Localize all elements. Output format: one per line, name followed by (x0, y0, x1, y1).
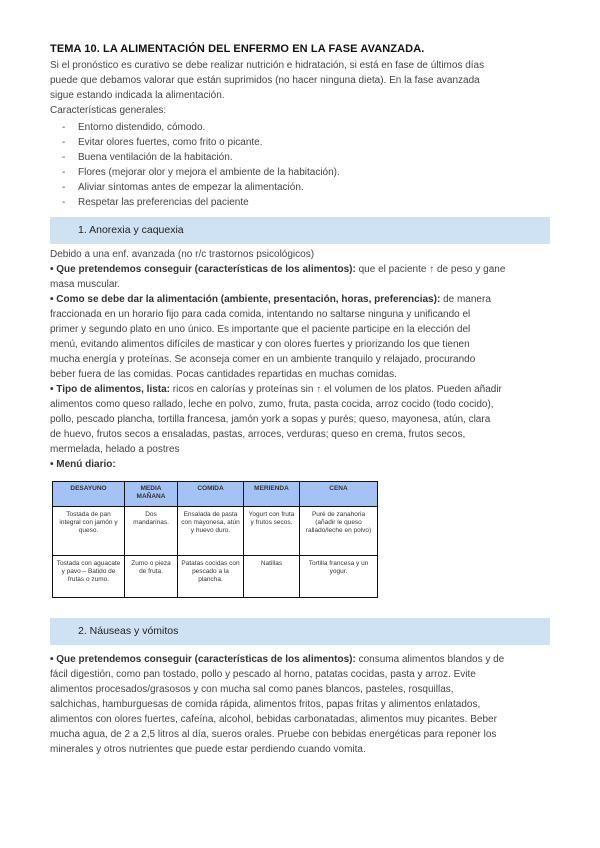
text-span: de manera (440, 294, 491, 305)
intro-line: Si el pronóstico es curativo se debe realizar nutrición e hidratación, si está en fase de últimos días (50, 60, 485, 71)
column-header: MERIENDA (244, 482, 300, 507)
table-cell: Tostada de pan integral con jamón y queso. (53, 507, 125, 556)
dash-marker: - (62, 137, 66, 148)
section-heading-nauseas (50, 618, 550, 645)
text-line: alimentos con olores fuertes, cafeína, alcohol, bebidas carbonatadas, alimentos muy picantes. Beber (50, 714, 497, 725)
section-heading-anorexia (50, 217, 550, 244)
text-line: de huevo, frutos secos a ensaladas, pastas, arroces, verduras; queso en crema, frutos secos, (50, 429, 466, 440)
text-line: menú, evitando alimentos difíciles de masticar y con olores fuertes y priorizando los que tienen (50, 339, 470, 350)
text-line (50, 382, 560, 397)
dash-marker: - (62, 182, 66, 193)
table-cell: Dos mandarinas. (125, 507, 178, 556)
daily-menu-table (52, 481, 378, 598)
list-item-text: Respetar las preferencias del paciente (78, 197, 249, 208)
general-characteristics-list (62, 120, 340, 210)
table-cell: Tortilla francesa y un yogur. (300, 556, 378, 598)
dash-marker: - (62, 122, 66, 133)
table-header-row (53, 482, 378, 507)
bold-label: • Como se debe dar la alimentación (ambiente, presentación, horas, preferencias): (50, 294, 441, 305)
text-line: fácil digestión, como pan tostado, pollo y pescado al horno, patatas cocidas, pasta y arroz. Evite (50, 669, 476, 680)
text-line: mucha agua, de 2 a 2,5 litros al día, sueros orales. Pruebe con bebidas energéticas para reponer los (50, 729, 497, 740)
anorexia-paragraph (50, 247, 560, 472)
column-header: COMIDA (178, 482, 244, 507)
table-row (53, 507, 378, 556)
intro-paragraph (50, 58, 560, 118)
text-span: que el paciente ↑ de peso y gane (355, 264, 506, 275)
table-cell: Tostada con aguacate y pavo – Batido de frutas o zumo. (53, 556, 125, 598)
list-item (62, 135, 340, 150)
table-cell: Yogurt con fruta y frutos secos. (244, 507, 300, 556)
text-line: masa muscular. (50, 279, 121, 290)
bold-label: • Que pretendemos conseguir (características de los alimentos): (50, 654, 356, 665)
text-span: ricos en calorías y proteínas sin ↑ el volumen de los platos. Pueden añadir (170, 384, 502, 395)
text-line (50, 292, 560, 307)
list-item (62, 195, 340, 210)
text-line (50, 652, 560, 667)
section-heading-text: 1. Anorexia y caquexia (78, 224, 184, 236)
page-title: TEMA 10. LA ALIMENTACIÓN DEL ENFERMO EN LA FASE AVANZADA. (50, 43, 425, 55)
dash-marker: - (62, 167, 66, 178)
text-line: salchichas, hamburguesas de comida rápida, alimentos fritos, papas fritas y alimentos enlatados, (50, 699, 481, 710)
nauseas-paragraph (50, 652, 560, 757)
text-line: minerales y otros nutrientes que puede estar perdiendo cuando vomita. (50, 744, 366, 755)
section-heading-text: 2. Náuseas y vómitos (78, 625, 179, 637)
text-line: Debido a una enf. avanzada (no r/c trastornos psicológicos) (50, 249, 315, 260)
list-item-text: Evitar olores fuertes, como frito o picante. (78, 137, 263, 148)
bold-label: • Que pretendemos conseguir (características de los alimentos): (50, 264, 356, 275)
text-line: mermelada, helado a postres (50, 444, 180, 455)
table-cell: Puré de zanahoria (añadir le queso rallado/leche en polvo) (300, 507, 378, 556)
text-line: alimentos procesados/grasosos y con mucha sal como panes blancos, pasteles, rosquillas, (50, 684, 454, 695)
text-line: mucha energía y proteínas. Se aconseja comer en un ambiente tranquilo y relajado, procurando (50, 354, 476, 365)
bold-label: • Menú diario: (50, 459, 116, 470)
column-header: DESAYUNO (53, 482, 125, 507)
table-cell: Ensalada de pasta con mayonesa, atún y huevo duro. (178, 507, 244, 556)
text-line (50, 457, 560, 472)
table-row (53, 556, 378, 598)
text-line: fraccionada en un horario fijo para cada comida, intentando no saltarse ninguna y unificando el (50, 309, 471, 320)
text-line (50, 262, 560, 277)
table-cell: Patatas cocidas con pescado a la plancha. (178, 556, 244, 598)
list-item (62, 165, 340, 180)
list-item (62, 120, 340, 135)
text-line: primer y segundo plato en uno único. Es importante que el paciente participe en la elección del (50, 324, 471, 335)
intro-line: puede que debamos valorar que están suprimidos (no hacer ninguna dieta). En la fase avanzada (50, 75, 480, 86)
list-item-text: Aliviar síntomas antes de empezar la alimentación. (78, 182, 304, 193)
column-header: CENA (300, 482, 378, 507)
intro-line: sigue estando indicada la alimentación. (50, 90, 225, 101)
bold-label: • Tipo de alimentos, lista: (50, 384, 171, 395)
list-item (62, 150, 340, 165)
dash-marker: - (62, 197, 66, 208)
list-item-text: Entorno distendido, cómodo. (78, 122, 206, 133)
list-item-text: Flores (mejorar olor y mejora el ambiente de la habitación). (78, 167, 340, 178)
text-line: beber fuera de las comidas. Pocas cantidades repartidas en muchas comidas. (50, 369, 397, 380)
table-cell: Zumo o pieza de fruta. (125, 556, 178, 598)
list-item (62, 180, 340, 195)
dash-marker: - (62, 152, 66, 163)
table-cell: Natillas (244, 556, 300, 598)
text-span: consuma alimentos blandos y de (355, 654, 505, 665)
list-item-text: Buena ventilación de la habitación. (78, 152, 233, 163)
text-line: pollo, pescado plancha, tortilla francesa, jamón york a sopas y purés; queso, mayonesa, atún, clara (50, 414, 491, 425)
column-header: MEDIA MAÑANA (125, 482, 178, 507)
characteristics-heading: Características generales: (50, 105, 167, 116)
text-line: alimentos como queso rallado, leche en polvo, zumo, fruta, pasta cocida, arroz cocido (todo cocido), (50, 399, 494, 410)
